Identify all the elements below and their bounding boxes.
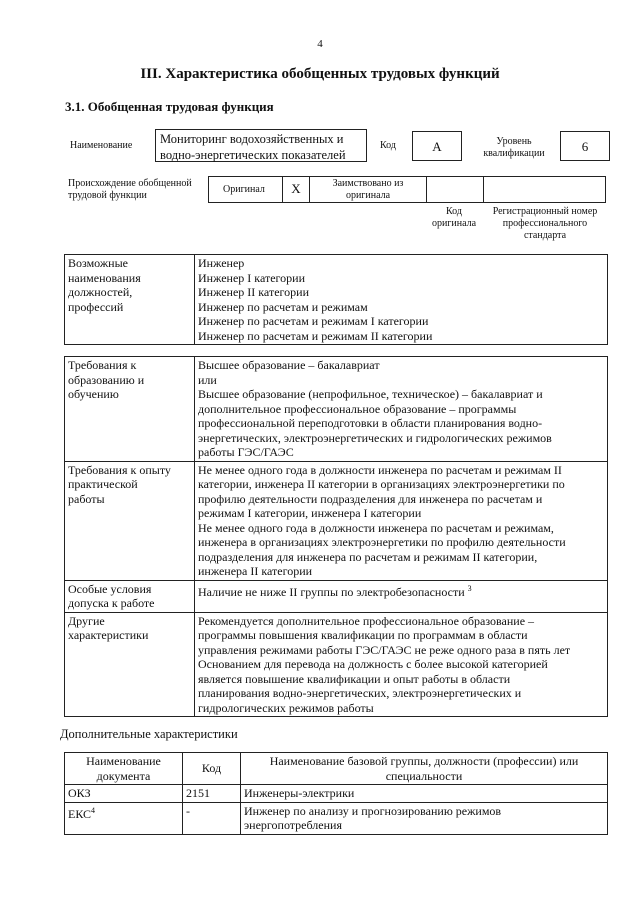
experience-label-line: практической — [68, 477, 138, 491]
education-line: или — [198, 372, 217, 387]
table-row — [65, 785, 608, 803]
row-doc-text: ОКЗ — [68, 786, 91, 800]
position-item: Инженер по расчетам и режимам II категории — [198, 328, 433, 343]
position-item: Инженер I категории — [198, 270, 305, 285]
education-line: Высшее образование – бакалавриат — [198, 358, 380, 372]
education-row — [65, 357, 608, 462]
borrowed-label — [311, 178, 425, 202]
row-name-line: Инженеры-электрики — [244, 786, 355, 800]
positions-label-line: Возможные — [68, 256, 128, 270]
education-line: дополнительное профессиональное образование – программы — [198, 401, 517, 416]
education-label-line: обучению — [68, 387, 119, 401]
education-text — [195, 357, 608, 462]
admission-row — [65, 580, 608, 612]
experience-label — [65, 461, 195, 580]
borrowed-label-line-1: Заимствовано из — [332, 178, 404, 189]
experience-line: режимам I категории, инженера I категории — [198, 506, 422, 520]
additional-header-row — [65, 753, 608, 785]
experience-line: Не менее одного года в должности инженера по расчетам и режимам II — [198, 462, 562, 477]
other-line: гидрологических режимов работы — [198, 700, 374, 715]
row-doc — [65, 802, 183, 834]
other-row — [65, 612, 608, 717]
positions-label-line: профессий — [68, 299, 124, 314]
row-code: - — [183, 802, 241, 834]
level-label-line-1: Уровень — [496, 136, 532, 147]
positions-table — [64, 254, 608, 345]
experience-line: инженера в организациях электроэнергетики по профилю деятельности — [198, 535, 566, 549]
origin-label — [68, 178, 192, 202]
additional-title: Дополнительные характеристики — [60, 727, 238, 741]
row-doc-footnote: 4 — [91, 805, 96, 815]
code-label: Код — [380, 140, 396, 151]
original-label: Оригинал — [223, 184, 265, 195]
position-item: Инженер по расчетам и режимам — [198, 299, 368, 314]
experience-line: профилю деятельности подразделения для инженера по расчетам и — [198, 491, 543, 506]
other-label — [65, 612, 195, 717]
other-text — [195, 612, 608, 717]
positions-list — [195, 255, 608, 345]
row-name — [241, 785, 608, 803]
other-label-line: Другие — [68, 613, 105, 628]
reg-caption-line-1: Регистрационный номер — [492, 206, 598, 217]
experience-line: Не менее одного года в должности инженера по расчетам и режимам, — [198, 520, 554, 535]
borrowed-label-line-2: оригинала — [345, 190, 391, 201]
row-name-line: Инженер по анализу и прогнозированию режимов — [244, 803, 502, 818]
experience-line: подразделения для инженера по расчетам и режимам II категории, — [198, 549, 538, 564]
section-title: III. Характеристика обобщенных трудовых функций — [140, 66, 500, 82]
other-line: управления режимами работы ГЭС/ГАЭС не реже одного раза в пять лет — [198, 642, 571, 657]
reg-caption — [484, 206, 606, 242]
admission-line: Наличие не ниже II группы по электробезопасности — [198, 584, 465, 599]
name-value-line-2: водно-энергетических показателей — [160, 147, 346, 162]
name-value-box — [155, 129, 367, 162]
level-label — [474, 136, 554, 160]
education-label-line: образованию и — [68, 372, 145, 387]
positions-label — [65, 255, 195, 345]
level-value: 6 — [560, 131, 610, 161]
row-code: 2151 — [183, 785, 241, 803]
education-line: профессиональной переподготовки в области планирования водно- — [198, 416, 543, 430]
table-row — [65, 802, 608, 834]
code-caption-line-2: оригинала — [431, 218, 477, 229]
other-line: планирования водно-энергетических, электроэнергетических и — [198, 686, 522, 700]
experience-line: инженера II категории — [198, 564, 313, 578]
code-caption — [425, 206, 483, 230]
admission-label — [65, 580, 195, 612]
footnote-marker: 3 — [467, 583, 472, 593]
experience-line: категории, инженера II категории в организациях электроэнергетики по — [198, 477, 565, 491]
code-value: А — [412, 131, 462, 161]
education-line: работы ГЭС/ГАЭС — [198, 445, 294, 459]
other-label-line: характеристики — [68, 628, 149, 642]
header-doc: Наименование документа — [65, 753, 183, 785]
row-doc-text: ЕКС — [68, 806, 92, 821]
experience-label-line: Требования к опыту — [68, 462, 171, 477]
other-line: программы повышения квалификации по программам в области — [198, 628, 528, 642]
education-line: Высшее образование (непрофильное, техническое) – бакалавриат и — [198, 387, 543, 401]
education-label-line: Требования к — [68, 358, 137, 372]
header-code: Код — [183, 753, 241, 785]
position-item: Инженер II категории — [198, 285, 309, 299]
row-name-line: энергопотребления — [244, 818, 342, 832]
admission-label-line: допуска к работе — [68, 596, 155, 610]
other-line: Основанием для перевода на должность с более высокой категорией — [198, 657, 548, 671]
level-label-line-2: квалификации — [483, 148, 545, 159]
subsection-title: 3.1. Обобщенная трудовая функция — [65, 99, 274, 114]
positions-row — [65, 255, 608, 345]
education-line: энергетических, электроэнергетических и гидрологических режимов — [198, 430, 552, 445]
row-name — [241, 802, 608, 834]
header-name: Наименование базовой группы, должности (профессии) или специальности — [241, 753, 608, 785]
admission-label-line: Особые условия — [68, 581, 152, 596]
origin-label-line-2: трудовой функции — [68, 190, 147, 201]
origin-box — [208, 176, 606, 203]
name-label: Наименование — [70, 140, 133, 151]
other-line: является повышение квалификации и опыт работы в области — [198, 671, 511, 686]
row-doc — [65, 785, 183, 803]
experience-label-line: работы — [68, 491, 105, 506]
code-caption-line-1: Код — [446, 206, 462, 217]
reg-caption-line-2: профессионального — [502, 218, 588, 229]
position-item: Инженер — [198, 256, 245, 270]
experience-text — [195, 461, 608, 580]
positions-label-line: должностей, — [68, 285, 133, 299]
experience-row — [65, 461, 608, 580]
requirements-table — [64, 356, 608, 717]
name-value-line-1: Мониторинг водохозяйственных и — [160, 132, 344, 146]
reg-caption-line-3: стандарта — [523, 230, 567, 241]
admission-text — [195, 580, 608, 612]
position-item: Инженер по расчетам и режимам I категории — [198, 314, 429, 328]
original-mark: Х — [291, 181, 301, 196]
other-line: Рекомендуется дополнительное профессиональное образование – — [198, 613, 535, 628]
origin-label-line-1: Происхождение обобщенной — [68, 178, 192, 189]
page-number: 4 — [317, 38, 323, 50]
additional-table — [64, 752, 608, 835]
education-label — [65, 357, 195, 462]
positions-label-line: наименования — [68, 270, 141, 285]
